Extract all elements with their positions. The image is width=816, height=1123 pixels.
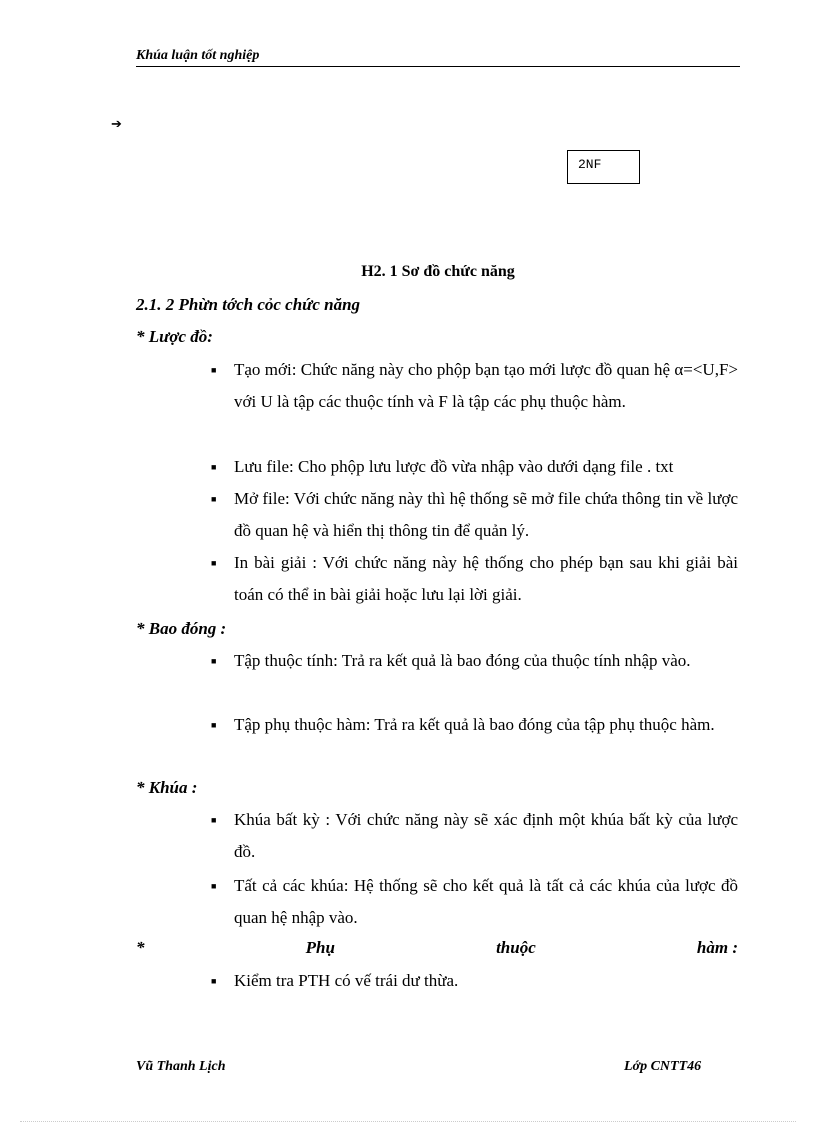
list-item: Mở file: Với chức năng này thì hệ thống sẽ mở file chứa thông tin về lược đồ quan hệ và hiển thị thông tin để quản lý. xyxy=(234,489,738,540)
bullet-icon: ■ xyxy=(211,365,217,375)
list-item: Tập thuộc tính: Trả ra kết quả là bao đóng của thuộc tính nhập vào. xyxy=(234,651,691,670)
list-item: Lưu file: Cho phộp lưu lược đồ vừa nhập vào dưới dạng file . txt xyxy=(234,457,674,476)
group-heading-bao-dong: * Bao đóng : xyxy=(136,619,227,638)
list-item: In bài giải : Với chức năng này hệ thống cho phép bạn sau khi giải bài toán có thể in bài giải hoặc lưu lại lời giải. xyxy=(234,553,738,604)
group-heading-khua: * Khúa : xyxy=(136,778,198,797)
list-item: Tập phụ thuộc hàm: Trả ra kết quả là bao đóng của tập phụ thuộc hàm. xyxy=(234,715,715,734)
footer-author: Vũ Thanh Lịch xyxy=(136,1059,226,1074)
heading-part: hàm : xyxy=(696,938,738,957)
heading-part: Phụ xyxy=(305,938,335,957)
arrow-icon: ➔ xyxy=(111,116,122,131)
list-item: Tạo mới: Chức năng này cho phộp bạn tạo mới lược đồ quan hệ α=<U,F> với U là tập các thuộc tính và F là tập các phụ thuộc hàm. xyxy=(234,360,738,411)
figure-caption: H2. 1 Sơ đồ chức năng xyxy=(361,263,515,280)
list-item: Khúa bất kỳ : Với chức năng này sẽ xác định một khúa bất kỳ của lược đồ. xyxy=(234,810,738,861)
bullet-icon: ■ xyxy=(211,494,217,504)
page-edge-divider xyxy=(20,1121,796,1122)
list-item: Tất cả các khúa: Hệ thống sẽ cho kết quả là tất cả các khúa của lược đồ quan hệ nhập vào. xyxy=(234,876,738,927)
footer-class: Lớp CNTT46 xyxy=(624,1059,702,1074)
heading-part: * xyxy=(136,938,145,957)
heading-part: thuộc xyxy=(496,938,536,957)
bullet-icon: ■ xyxy=(211,656,217,666)
bullet-icon: ■ xyxy=(211,462,217,472)
bullet-icon: ■ xyxy=(211,720,217,730)
document-header: Khúa luận tốt nghiệp xyxy=(136,48,740,67)
diagram-box-2nf: 2NF xyxy=(567,150,640,184)
group-heading-phu-thuoc-ham xyxy=(136,938,738,958)
bullet-icon: ■ xyxy=(211,881,217,891)
bullet-icon: ■ xyxy=(211,558,217,568)
bullet-icon: ■ xyxy=(211,976,217,986)
list-item: Kiểm tra PTH có vế trái dư thừa. xyxy=(234,971,459,990)
group-heading-luoc-do: * Lược đồ: xyxy=(136,327,213,346)
section-heading: 2.1. 2 Phừn tớch cỏc chức năng xyxy=(136,295,361,314)
bullet-icon: ■ xyxy=(211,815,217,825)
